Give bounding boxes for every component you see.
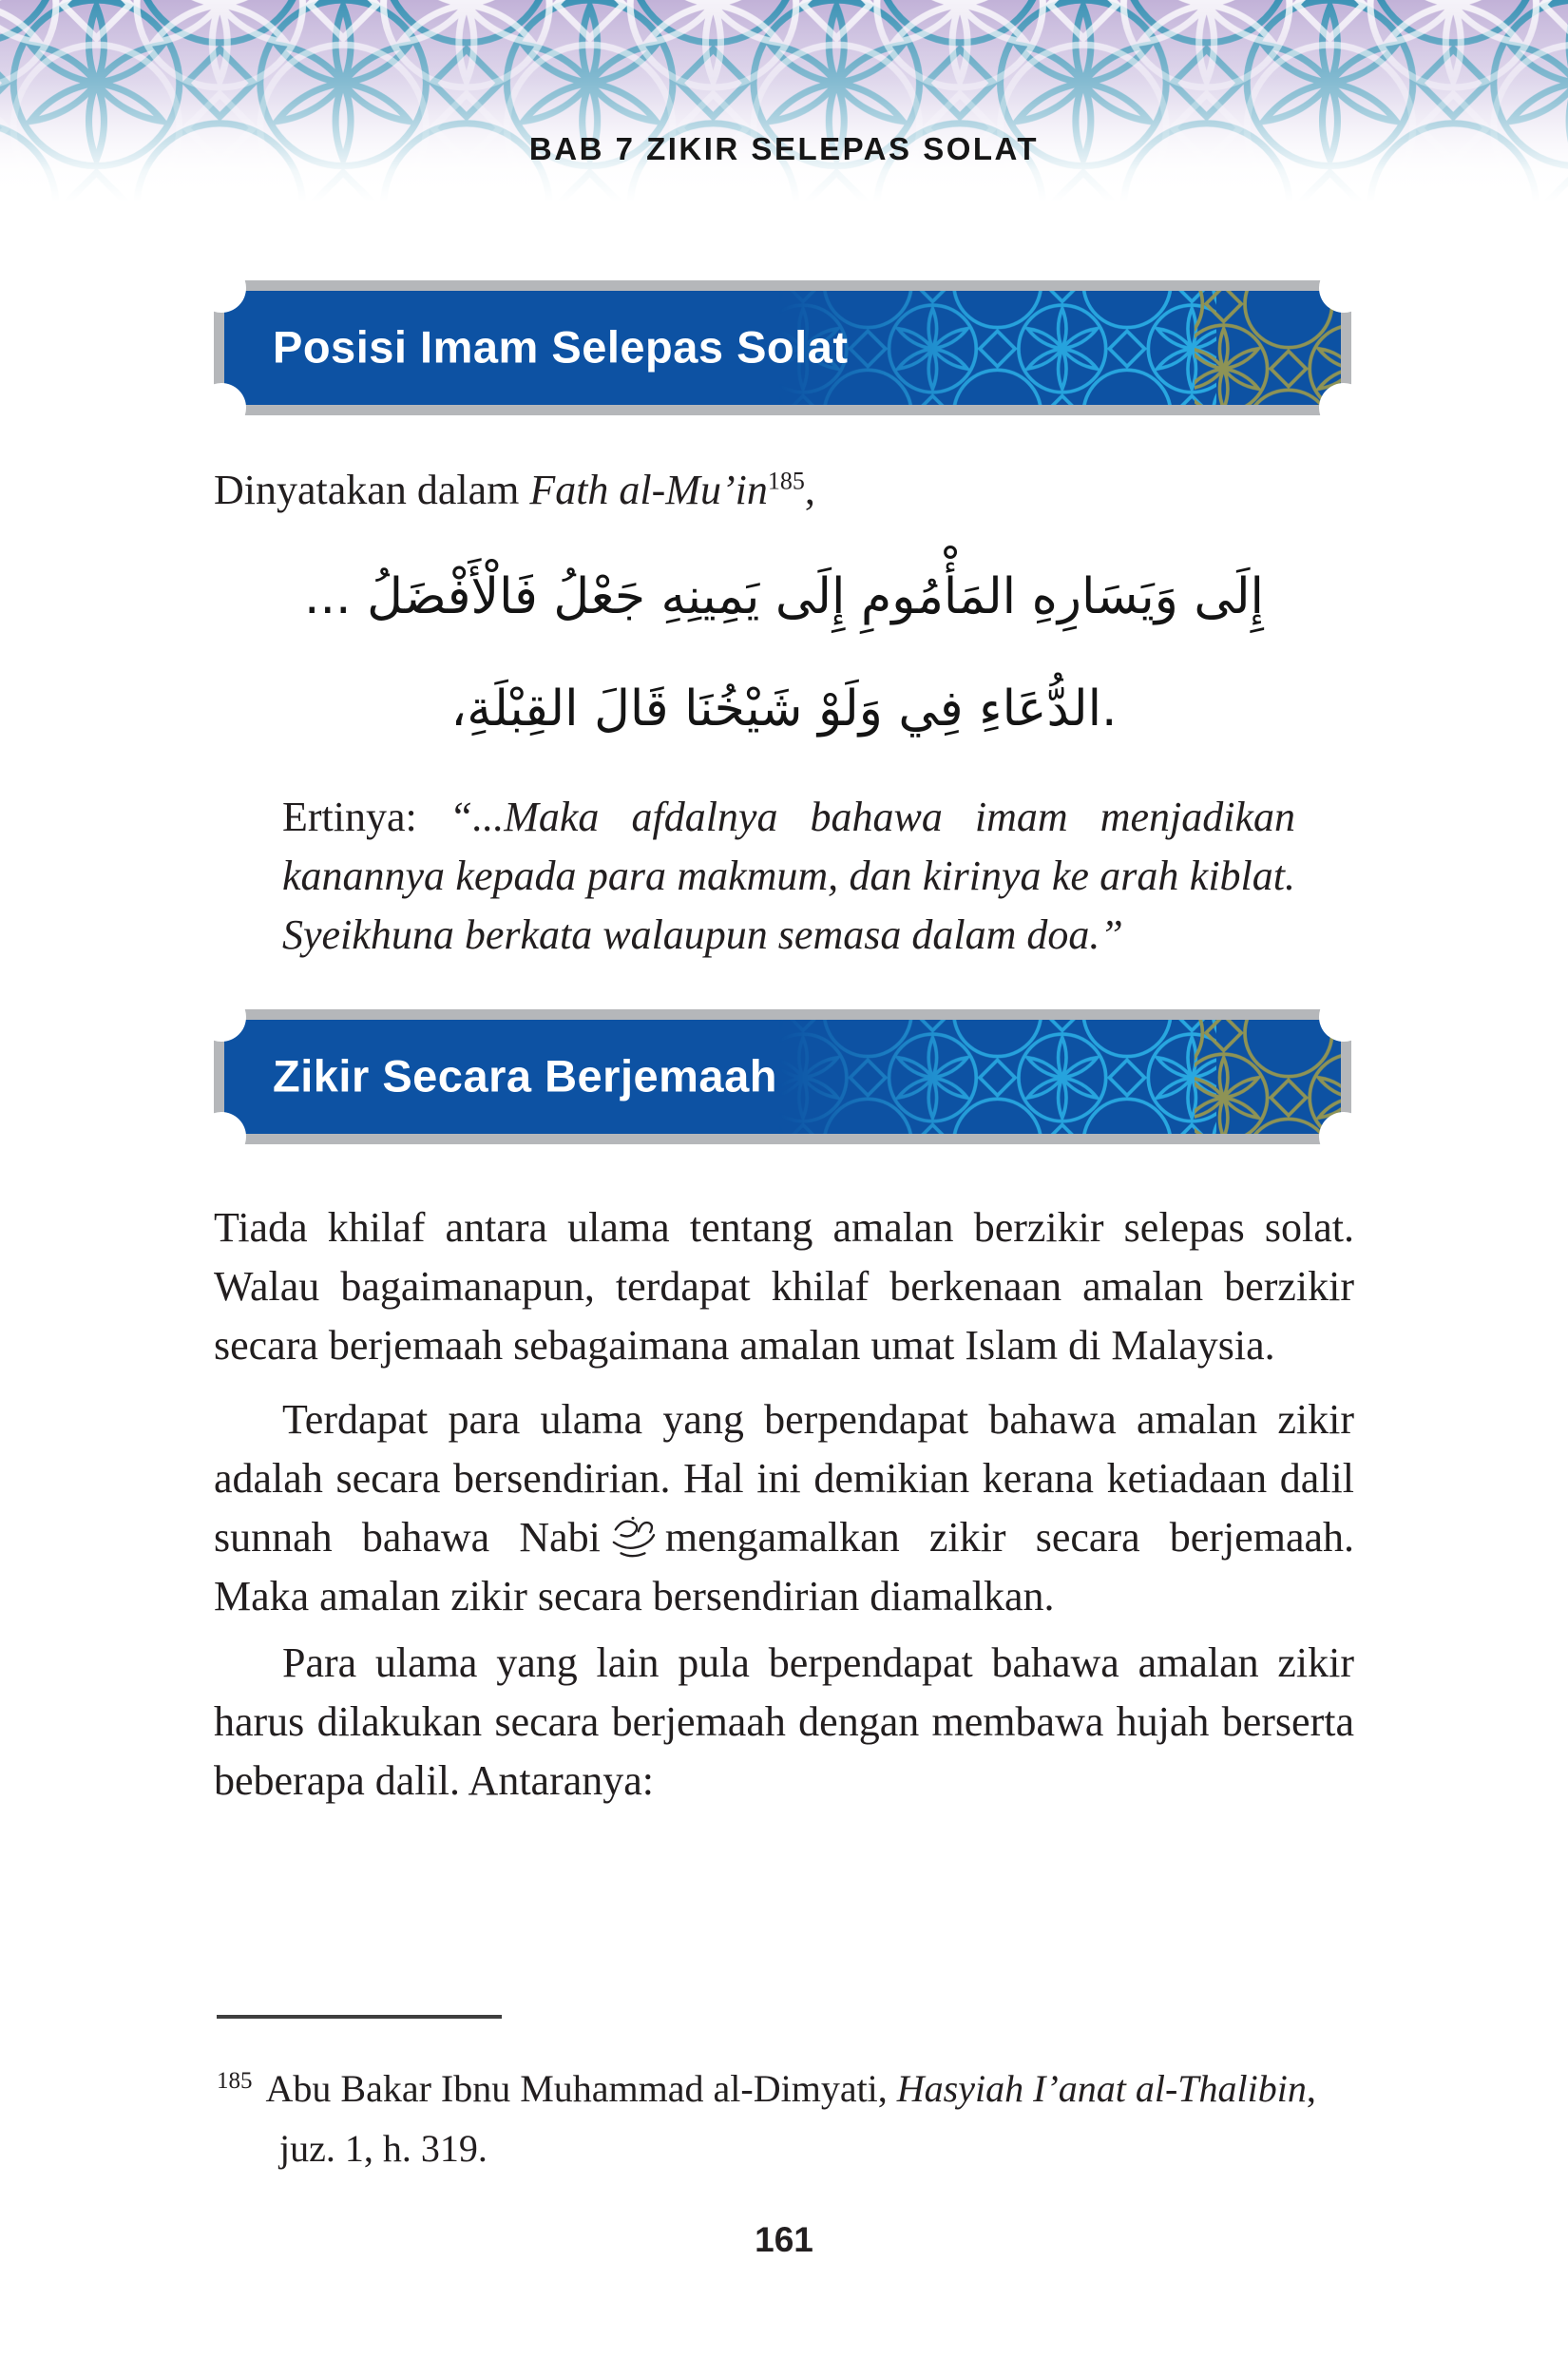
section-posisi-imam <box>214 280 1354 965</box>
page-number: 161 <box>755 2220 813 2259</box>
footnote-number: 185 <box>217 2067 253 2094</box>
paragraph-2-text-after: mengamalkan zikir secara berjemaah. Maka amalan zikir secara bersendirian diamalkan. <box>214 1514 1354 1619</box>
paragraph-2 <box>214 1390 1354 1626</box>
footnote-reference-marker: 185 <box>767 467 805 495</box>
footnote-citation-text: Abu Bakar Ibnu Muhammad al-Dimyati, <box>265 2067 897 2110</box>
section-banner-title: Zikir Secara Berjemaah <box>273 1050 777 1102</box>
paragraph-1: Tiada khilaf antara ulama tentang amalan berzikir selepas solat. Walau bagaimanapun, terdapat khilaf berkenaan amalan berzikir secara berjemaah sebagaimana amalan umat Islam di Malaysia. <box>214 1204 1354 1369</box>
page-content <box>0 280 1568 1811</box>
section-zikir-berjemaah <box>214 1009 1354 1811</box>
intro-paragraph <box>214 463 1354 518</box>
footnote-citation-end: , juz. 1, h. 319. <box>279 2067 1316 2170</box>
paragraph-3: Para ulama yang lain pula berpendapat bahawa amalan zikir harus dilakukan secara berjemaah dengan membawa hujah berserta beberapa dalil. Antaranya: <box>214 1639 1354 1804</box>
islamic-pattern-header-graphic <box>0 0 1568 201</box>
footnote-separator <box>217 2015 502 2019</box>
translation-label: Ertinya: <box>282 794 449 840</box>
section-banner-title: Posisi Imam Selepas Solat <box>273 321 849 373</box>
intro-text: Dinyatakan dalam <box>214 467 530 513</box>
book-title-reference: Fath al-Mu’in <box>529 467 768 513</box>
section-banner-zikir <box>214 1009 1354 1144</box>
arabic-line-1: ... فَالْأَفْضَلُ‎ جَعْلُ‎ يَمِينِهِ‎ إِلَى‎ المَأْمُومِ‎ وَيَسَارِهِ‎ إِلَى <box>304 568 1264 625</box>
arabic-quote-block <box>214 541 1354 765</box>
translation-paragraph <box>282 788 1295 965</box>
intro-text-end: , <box>804 467 815 513</box>
footnote-book-title: Hasyiah I’anat al-Thalibin <box>896 2067 1307 2110</box>
chapter-header <box>0 0 1568 201</box>
chapter-title: BAB 7 ZIKIR SELEPAS SOLAT <box>528 131 1040 166</box>
pbuh-calligraphy-icon <box>608 1515 658 1561</box>
section-banner-posisi <box>214 280 1354 415</box>
footnote-185 <box>217 2059 1354 2178</box>
arabic-line-2: القِبْلَةِ،‏‎ قَالَ‎ شَيْخُنَا‎ وَلَوْ‎ فِي‎ الدُّعَاءِ. <box>450 680 1118 738</box>
paragraph-2-text-before: Terdapat para ulama yang berpendapat bahawa amalan zikir adalah secara bersendirian. Hal ini demikian kerana ketiadaan dalil sunnah bahawa Nabi <box>214 1396 1354 1561</box>
footnote-area <box>217 2015 1354 2178</box>
translation-text: “...Maka afdalnya bahawa imam menjadikan kanannya kepada para makmum, dan kirinya ke arah kiblat. Syeikhuna berkata walaupun semasa dalam doa.” <box>282 794 1295 958</box>
